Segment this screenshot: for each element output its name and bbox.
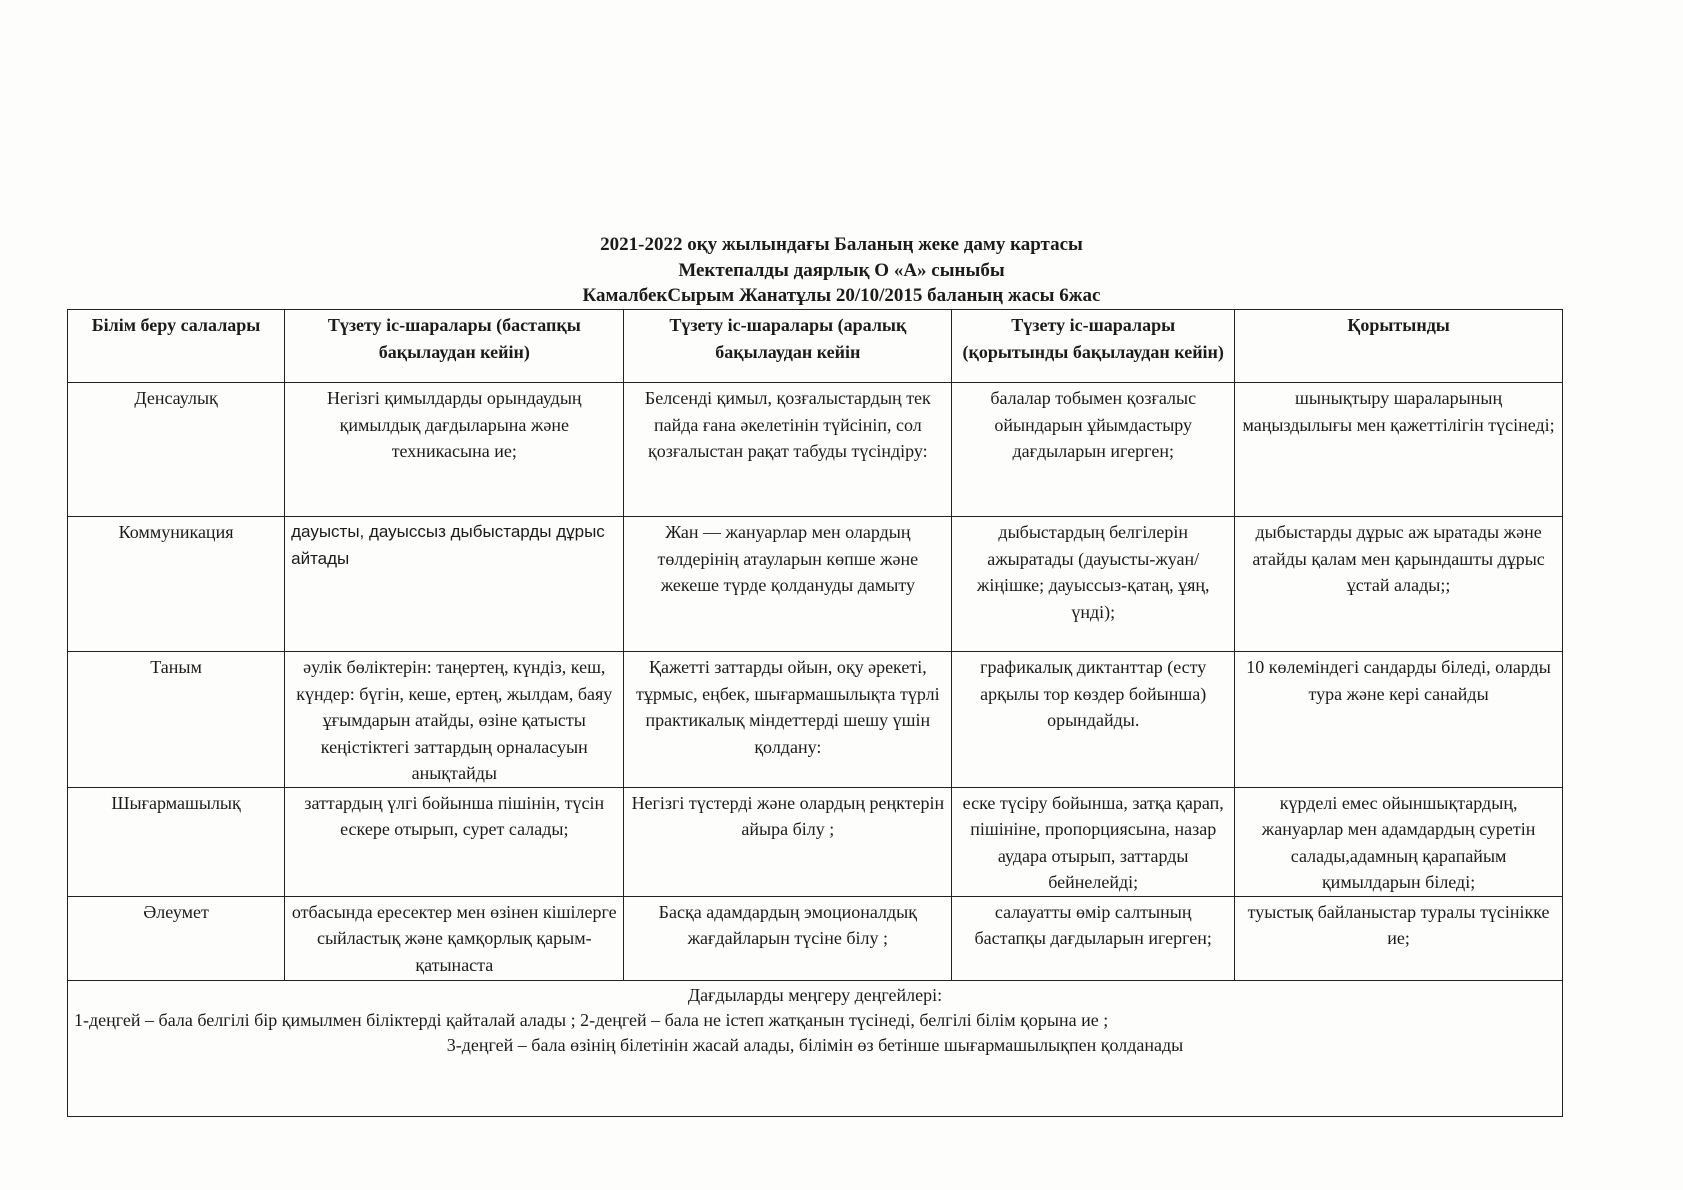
cell-final: графикалық диктанттар (есту арқылы тор көздер бойынша) орындайды. [952,652,1235,788]
skill-levels-line2: 3-деңгей – бала өзінің білетінін жасай алады, білімін өз бетінше шығармашылықпен қолданады [446,1034,1184,1055]
cell-intermediate: Негізгі түстерді және олардың реңктерін айыра білу ; [624,787,952,896]
skill-levels-line1: 1-деңгей – бала белгілі бір қимылмен біліктерді қайталай алады ; 2-деңгей – бала не істеп жатқанын түсінеді, белгілі білім қорына ие ; [74,1009,1109,1030]
cell-area: Коммуникация [68,517,285,652]
column-header-final: Түзету іс-шаралары (қорытынды бақылаудан кейін) [952,310,1235,383]
table-row [68,517,1563,652]
cell-final: салауатты өмір салтының бастапқы дағдыларын игерген; [952,896,1235,980]
cell-conclusion: туыстық байланыстар туралы түсінікке ие; [1235,896,1563,980]
cell-conclusion: дыбыстарды дұрыс аж ыратады және атайды қалам мен қарындашты дұрыс ұстай алады;; [1235,517,1563,652]
cell-intermediate: Басқа адамдардың эмоционалдық жағдайларын түсіне білу ; [624,896,952,980]
cell-intermediate: Белсенді қимыл, қозғалыстардың тек пайда ғана әкелетінін түйсініп, сол қозғалыстан рақат табуды түсіндіру: [624,383,952,517]
skill-levels-heading: Дағдыларды меңгеру деңгейлері: [687,984,943,1005]
cell-final: дыбыстардың белгілерін ажыратады (дауысты-жуан/жіңішке; дауыссыз-қатаң, ұяң, үнді); [952,517,1235,652]
development-card-table [67,309,1563,1117]
cell-initial: әулік бөліктерін: таңертең, күндіз, кеш, күндер: бүгін, кеше, ертең, жылдам, баяу ұғымдарын атайды, өзіне қатысты кеңістіктегі заттардың орналасуын анықтайды [285,652,624,788]
cell-conclusion: 10 көлеміндегі сандарды біледі, оларды тура және кері санайды [1235,652,1563,788]
table-row [68,787,1563,896]
cell-initial: дауысты, дауыссыз дыбыстарды дұрыс айтады [285,517,624,652]
cell-area: Таным [68,652,285,788]
cell-area: Әлеумет [68,896,285,980]
cell-conclusion: шынықтыру шараларының маңыздылығы мен қажеттілігін түсінеді; [1235,383,1563,517]
skill-levels-cell [68,980,1563,1116]
table-row [68,896,1563,980]
cell-initial: Негізгі қимылдарды орындаудың қимылдық дағдыларына және техникасына ие; [285,383,624,517]
skill-levels-row [68,980,1563,1116]
column-header-conclusion: Қорытынды [1235,310,1563,383]
column-header-area: Білім беру салалары [68,310,285,383]
table-header-row [68,310,1563,383]
table-row [68,383,1563,517]
cell-intermediate: Қажетті заттарды ойын, оқу әрекеті, тұрмыс, еңбек, шығармашылықта түрлі практикалық міндеттерді шешу үшін қолдану: [624,652,952,788]
cell-final: еске түсіру бойынша, затқа қарап, пішініне, пропорциясына, назар аудара отырып, заттарды бейнелейді; [952,787,1235,896]
column-header-initial: Түзету іс-шаралары (бастапқы бақылаудан кейін) [285,310,624,383]
cell-area: Денсаулық [68,383,285,517]
cell-conclusion: күрделі емес ойыншықтардың, жануарлар мен адамдардың суретін салады,адамның қарапайым қимылдарын біледі; [1235,787,1563,896]
child-info: КамалбекСырым Жанатұлы 20/10/2015 баланың жасы 6жас [582,285,1101,306]
cell-initial: заттардың үлгі бойынша пішінін, түсін ескере отырып, сурет салады; [285,787,624,896]
cell-initial: отбасында ересектер мен өзінен кішілерге сыйластық және қамқорлық қарым-қатынаста [285,896,624,980]
cell-final: балалар тобымен қозғалыс ойындарын ұйымдастыру дағдыларын игерген; [952,383,1235,517]
table-row [68,652,1563,788]
column-header-intermediate: Түзету іс-шаралары (аралық бақылаудан кейін [624,310,952,383]
cell-intermediate: Жан — жануарлар мен олардың төлдерінің атауларын көпше және жекеше түрде қолдануды дамыту [624,517,952,652]
class-subtitle: Мектепалды даярлық О «А» сыныбы [678,260,1005,281]
cell-area: Шығармашылық [68,787,285,896]
document-title: 2021-2022 оқу жылындағы Баланың жеке даму картасы [600,234,1083,255]
